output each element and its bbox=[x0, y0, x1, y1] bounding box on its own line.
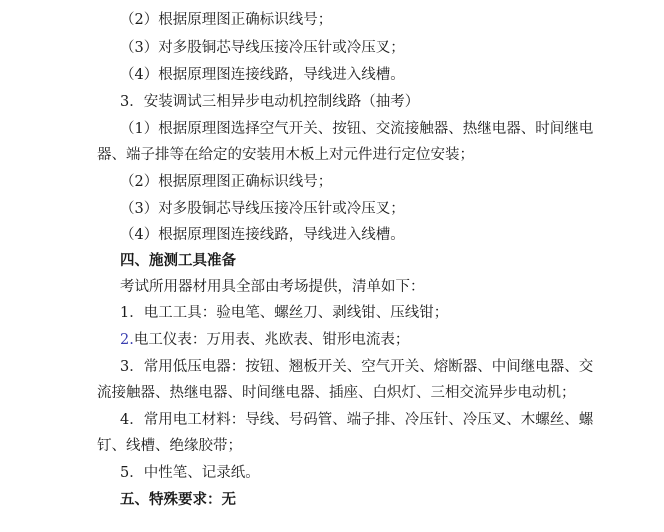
equipment-intro: 考试所用器材用具全部由考场提供，清单如下： bbox=[120, 279, 425, 295]
instruments-item-number: 2. bbox=[120, 332, 134, 348]
section-4-heading: 四、施测工具准备 bbox=[120, 253, 236, 269]
step-4-wiring-line: （4）根据原理图连接线路，导线进入线槽。 bbox=[120, 67, 405, 83]
section-5-heading: 五、特殊要求：无 bbox=[120, 492, 236, 508]
step-1-install-continued: 器、端子排等在给定的安装用木板上对元件进行定位安装； bbox=[97, 147, 474, 163]
materials-item-continued: 钉、线槽、绝缘胶带； bbox=[97, 438, 242, 454]
low-voltage-item: 3．常用低压电器：按钮、翘板开关、空气开关、熔断器、中间继电器、交 bbox=[120, 359, 594, 375]
instruments-item: 2.电工仪表：万用表、兆欧表、钳形电流表； bbox=[0, 328, 664, 352]
step-2-label-line-b: （2）根据原理图正确标识线号； bbox=[120, 174, 333, 190]
step-3-crimp-line-b: （3）对多股铜芯导线压接冷压针或冷压叉； bbox=[120, 201, 405, 217]
step-1-install-line: （1）根据原理图选择空气开关、按钮、交流接触器、热继电器、时间继电 bbox=[120, 121, 594, 137]
section-3-title: 3．安装调试三相异步电动机控制线路（抽考） bbox=[120, 94, 420, 110]
materials-item: 4．常用电工材料：导线、号码管、端子排、冷压针、冷压叉、木螺丝、螺 bbox=[120, 412, 594, 428]
step-3-crimp-line: （3）对多股铜芯导线压接冷压针或冷压叉； bbox=[120, 40, 405, 56]
step-4-wiring-line-b: （4）根据原理图连接线路，导线进入线槽。 bbox=[120, 227, 405, 243]
low-voltage-item-continued: 流接触器、热继电器、时间继电器、插座、白炽灯、三相交流异步电动机； bbox=[97, 385, 576, 401]
pen-paper-item: 5．中性笔、记录纸。 bbox=[120, 465, 260, 481]
step-2-label-line: （2）根据原理图正确标识线号； bbox=[120, 12, 333, 28]
tools-item: 1．电工工具：验电笔、螺丝刀、剥线钳、压线钳； bbox=[120, 305, 449, 321]
